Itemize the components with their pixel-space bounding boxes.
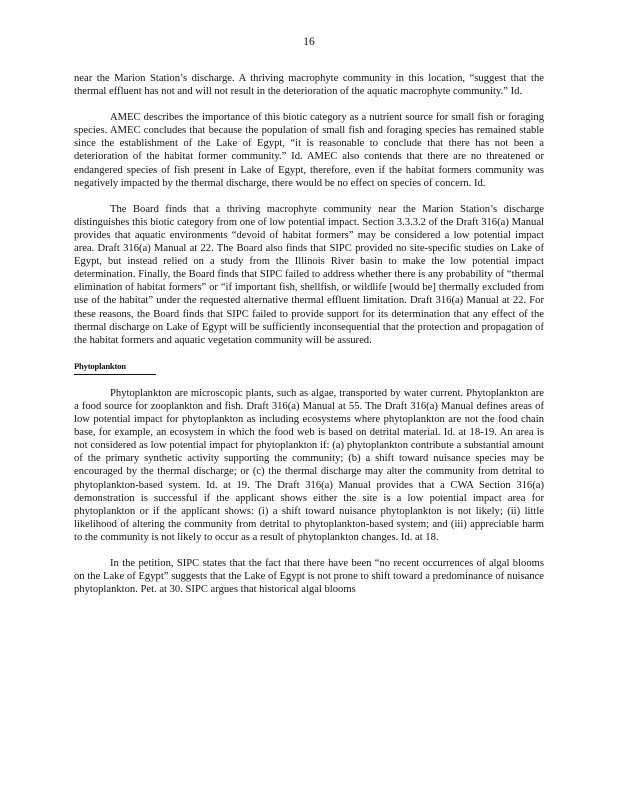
paragraph-4: Phytoplankton are microscopic plants, such as algae, transported by water current. Phytoplankton are a food source for zooplankton and fish. Draft 316(a) Manual at 55. The Draft 316(a) Manual defines areas of low potential impact for phytoplankton as including ecosystems where phytoplankton are not the food chain base, for example, an ecosystem in which the food web is based on detrital material. Id. at 18-19. An area is not considered as low potential impact for phytoplankton if: (a) phytoplankton contribute a substantial amount of the primary synthetic activity supporting the community; (b) a shift toward nuisance species may be encouraged by the thermal discharge; or (c) the thermal discharge may alter the community from detrital to phytoplankton-based system. Id. at 19. The Draft 316(a) Manual provides that a CWA Section 316(a) demonstration is successful if the applicant shows either the site is a low potential impact area for phytoplankton or if the applicant shows: (i) a shift toward nuisance phytoplankton is not likely; (ii) little likelihood of altering the community from detrital to phytoplankton-based system; and (iii) appreciable harm to the community is not likely to occur as a result of phytoplankton changes. Id. at 18. (74, 387, 544, 543)
paragraph-5: In the petition, SIPC states that the fact that there have been “no recent occurrences of algal blooms on the Lake of Egypt” suggests that the Lake of Egypt is not prone to shift toward a predominance of nuisance phytoplankton. Pet. at 30. SIPC argues that historical algal blooms (74, 558, 544, 596)
paragraph-1: near the Marion Station’s discharge. A thriving macrophyte community in this location, “suggest that the thermal effluent has not and will not result in the deterioration of the aquatic macrophyte community.” Id. (74, 73, 544, 98)
paragraph-2: AMEC describes the importance of this biotic category as a nutrient source for small fish or foraging species. AMEC concludes that because the population of small fish and foraging species has remained stable since the establishment of the Lake of Egypt, “it is reasonable to conclude that there has not been a deterioration of the habitat former community.” Id. AMEC also contends that there are no threatened or endangered species of fish present in Lake of Egypt, therefore, even if the habitat formers community was negatively impacted by the thermal discharge, there would be no effect on species of concern. Id. (74, 112, 544, 189)
section-heading-phytoplankton (74, 360, 544, 375)
document-body (74, 72, 544, 609)
paragraph-3: The Board finds that a thriving macrophyte community near the Marion Station’s discharge distinguishes this biotic category from one of low potential impact. Section 3.3.3.2 of the Draft 316(a) Manual provides that aquatic environments “devoid of habitat formers” may be considered a low potential impact area. Draft 316(a) Manual at 22. The Board also finds that SIPC provided no site-specific studies on Lake of Egypt, but instead relied on a study from the Illinois River basin to make the low potential impact determination. Finally, the Board finds that SIPC failed to address whether there is any probability of “thermal elimination of habitat formers” or “if important fish, shellfish, or wildlife [would be] thermally excluded from use of the habitat” under the requested alternative thermal effluent limitation. Draft 316(a) Manual at 22. For these reasons, the Board finds that SIPC failed to provide support for its determination that any effect of the thermal discharge on Lake of Egypt will be sufficiently inconsequential that the protection and propagation of the habitat formers and aquatic vegetation community will be assured. (74, 203, 544, 346)
section-heading-text: Phytoplankton (74, 360, 156, 375)
page-number: 16 (303, 36, 315, 48)
